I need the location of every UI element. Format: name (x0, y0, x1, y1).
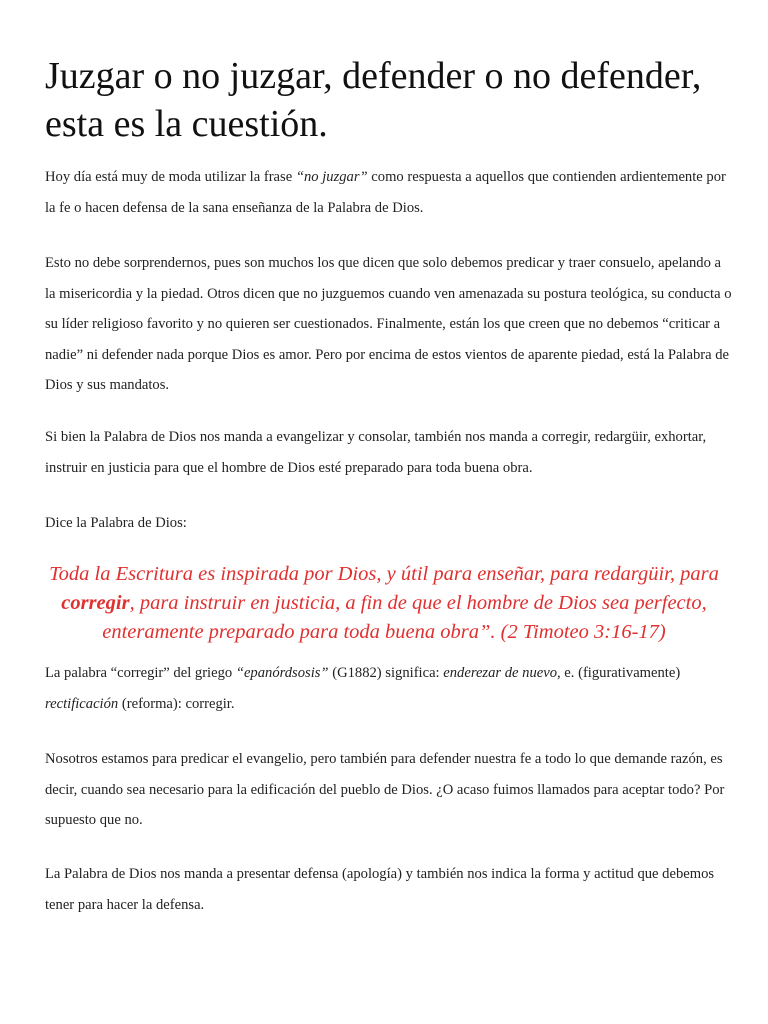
definition-1: enderezar de nuevo, (443, 665, 561, 681)
bible-quote-text-b: , para instruir en justicia, a fin de que el hombre de Dios sea perfecto, enteramente preparado para toda buena obra”. (2 Timoteo 3:16-17) (102, 592, 707, 643)
bible-quote (45, 560, 723, 647)
page-title: Juzgar o no juzgar, defender o no defender, esta es la cuestión. (45, 55, 702, 145)
paragraph-7: La Palabra de Dios nos manda a presentar defensa (apología) y también nos indica la forma y actitud que debemos tener para hacer la defensa. (45, 866, 715, 913)
bible-quote-text-a: Toda la Escritura es inspirada por Dios, y útil para enseñar, para redargüir, para (49, 563, 719, 585)
paragraph-6: Nosotros estamos para predicar el evangelio, pero también para defender nuestra fe a todo lo que demande razón, es decir, cuando sea necesario para la edificación del pueblo de Dios. ¿O acaso fuimos llamados para aceptar todo? Por supuesto que no. (45, 751, 725, 828)
bible-quote-strong: corregir (61, 592, 130, 614)
paragraph-corregir-text-c: e. (figurativamente) (560, 665, 681, 681)
paragraph-corregir-text-b: (G1882) significa: (328, 665, 444, 681)
paragraph-intro (45, 162, 735, 223)
paragraph-corregir-text-d: (reforma) (118, 695, 178, 712)
paragraph-intro-text-a: Hoy día está muy de moda utilizar la frase (45, 169, 296, 185)
paragraph-3: Si bien la Palabra de Dios nos manda a evangelizar y consolar, también nos manda a corregir, redargüir, exhortar, instruir en justicia para que el hombre de Dios esté preparado para toda buena obra. (45, 429, 707, 476)
definition-2: rectificación (45, 695, 119, 712)
paragraph-intro-text-b: como respuesta a aquellos que contienden ardientemente por la fe o hacen defensa de la sana enseñanza de la Palabra de Dios. (45, 169, 726, 216)
phrase-no-juzgar: “no juzgar” (295, 169, 368, 185)
paragraph-corregir (45, 658, 735, 719)
paragraph-corregir-text-e: : corregir. (177, 695, 235, 712)
greek-word: “epanórdsosis” (235, 665, 329, 681)
paragraph-corregir-text-a: La palabra “corregir” del griego (45, 665, 236, 681)
paragraph-4: Dice la Palabra de Dios: (45, 515, 187, 531)
paragraph-2: Esto no debe sorprendernos, pues son muchos los que dicen que solo debemos predicar y traer consuelo, apelando a la misericordia y la piedad. Otros dicen que no juzguemos cuando ven amenazada su postura teológica, su conducta o su líder religioso favorito y no quieren ser cuestionados. Finalmente, están los que creen que no debemos “criticar a nadie” ni defender nada porque Dios es amor. Pero por encima de estos vientos de aparente piedad, está la Palabra de Dios y sus mandatos. (45, 255, 732, 393)
